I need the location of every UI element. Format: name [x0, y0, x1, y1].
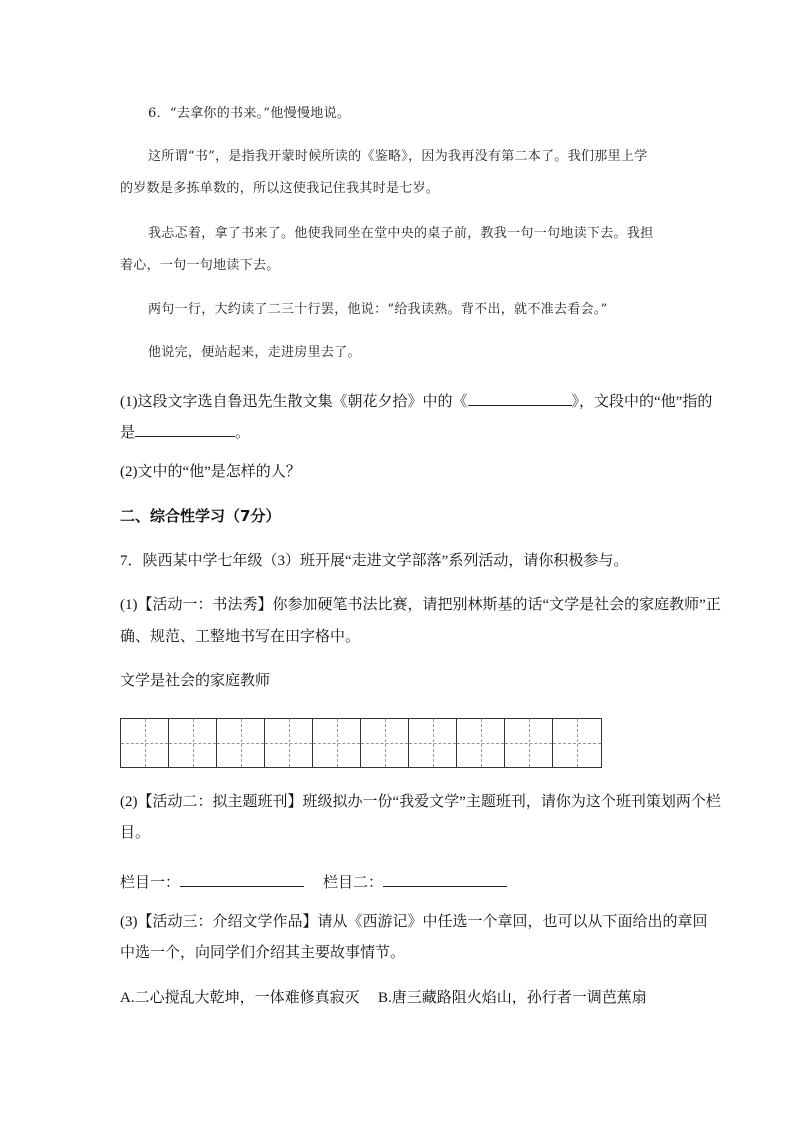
activity-1-text: 你参加硬笔书法比赛，请把别林斯基的话“文学是社会的家庭教师”正	[272, 597, 721, 613]
activity-1-tag: (1)【活动一：书法秀】	[120, 597, 273, 613]
column-2-blank[interactable]	[383, 871, 507, 887]
column-1-blank[interactable]	[180, 871, 304, 887]
grid-cell[interactable]	[217, 719, 265, 767]
passage-line-2b: 的岁数是多拣单数的，所以这使我记住我其时是七岁。	[120, 181, 440, 196]
activity-2-line-a	[120, 795, 721, 810]
answer-blank-1[interactable]	[468, 390, 572, 406]
calligraphy-phrase: 文学是社会的家庭教师	[120, 673, 271, 689]
passage-line-3a: 我忐忑着，拿了书来了。他使我同坐在堂中央的桌子前，教我一句一句地读下去。我担	[148, 226, 654, 241]
activity-3-tag: (3)【活动三：介绍文学作品】	[120, 914, 318, 930]
grid-cell[interactable]	[169, 719, 217, 767]
activity-2-tag: (2)【活动二：拟主题班刊】	[120, 794, 303, 810]
activity-2-line-b: 目。	[120, 825, 151, 841]
activity-3-line-b: 中选一个，向同学们介绍其主要故事情节。	[120, 945, 406, 961]
activity-3-text: 请从《西游记》中任选一个章回，也可以从下面给出的章回	[317, 914, 708, 930]
grid-cell[interactable]	[121, 719, 169, 767]
passage-line-4: 两句一行，大约读了二三十行罢，他说：“给我读熟。背不出，就不准去看会。”	[148, 302, 608, 317]
question-1-line-a	[120, 390, 712, 410]
grid-cell[interactable]	[265, 719, 313, 767]
column-2-label: 栏目二：	[323, 875, 384, 891]
option-b: B.唐三藏路阻火焰山，孙行者一调芭蕉扇	[378, 990, 647, 1006]
option-a: A.二心搅乱大乾坤，一体难修真寂灭	[120, 990, 360, 1006]
activity-1-line-a	[120, 598, 721, 613]
activity-3-line-a	[120, 915, 708, 930]
question-1-text-d: 。	[235, 425, 251, 441]
question-1-line-b	[120, 421, 250, 441]
passage-line-2a: 这所谓“书”，是指我开蒙时候所读的《鉴略》，因为我再没有第二本了。我们那里上学	[148, 149, 648, 164]
tianzige-grid[interactable]	[120, 718, 602, 768]
question-1-text-c: 是	[120, 425, 136, 441]
grid-cell[interactable]	[457, 719, 505, 767]
grid-cell[interactable]	[361, 719, 409, 767]
grid-cell[interactable]	[553, 719, 601, 767]
question-1-text-a: (1)这段文字选自鲁迅先生散文集《朝花夕拾》中的《	[120, 394, 468, 410]
question-1-text-b: 》，文段中的“他”指的	[571, 394, 713, 410]
question-7: 7．陕西某中学七年级（3）班开展“走进文学部落”系列活动，请你积极参与。	[120, 553, 629, 569]
question-2: (2)文中的“他”是怎样的人？	[120, 464, 301, 480]
passage-line-1: 6．“去拿你的书来。”他慢慢地说。	[148, 106, 351, 121]
grid-cell[interactable]	[313, 719, 361, 767]
activity-1-line-b: 确、规范、工整地书写在田字格中。	[120, 629, 361, 645]
column-1-row	[120, 871, 304, 891]
section-2-heading: 二、综合性学习（7分）	[120, 507, 281, 525]
activity-2-text: 班级拟办一份“我爱文学”主题班刊，请你为这个班刊策划两个栏	[302, 794, 721, 810]
column-1-label: 栏目一：	[120, 875, 181, 891]
grid-cell[interactable]	[409, 719, 457, 767]
column-2-row	[323, 871, 507, 891]
passage-line-3b: 着心，一句一句地读下去。	[120, 258, 280, 273]
passage-line-5: 他说完，便站起来，走进房里去了。	[148, 345, 361, 360]
answer-blank-2[interactable]	[135, 421, 235, 437]
grid-cell[interactable]	[505, 719, 553, 767]
